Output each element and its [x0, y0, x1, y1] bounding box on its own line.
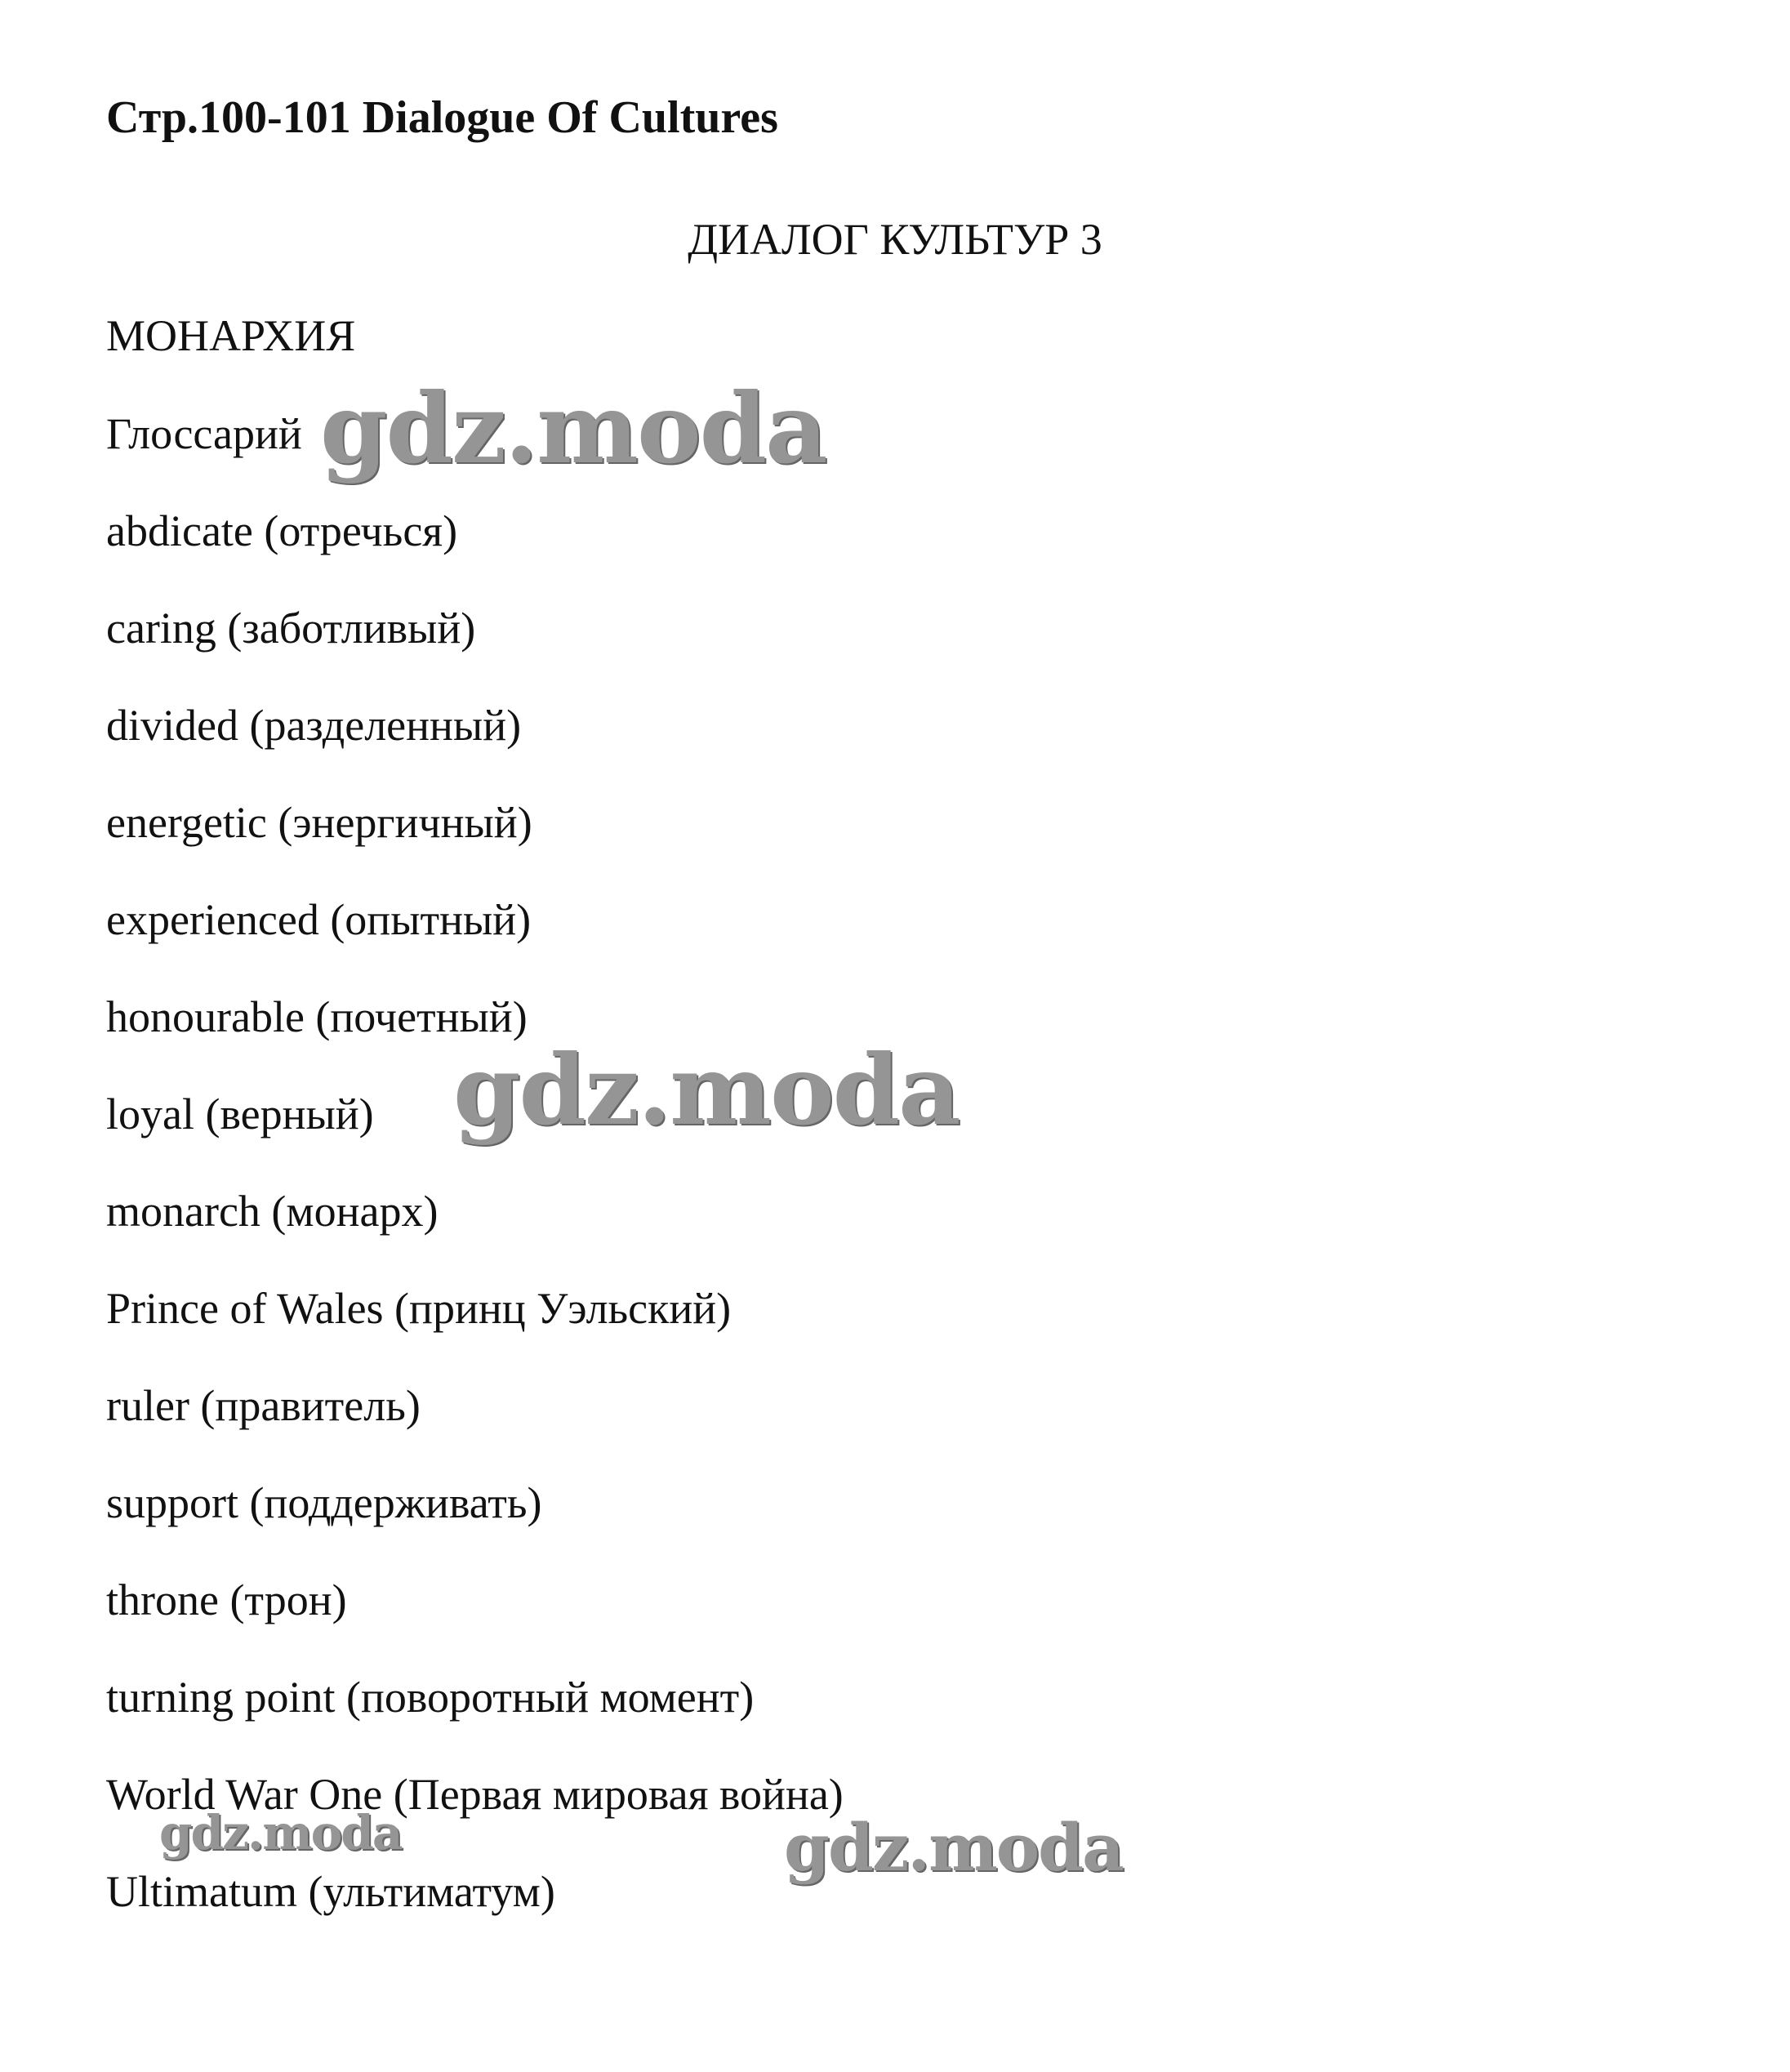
glossary-label: Глоссарий — [106, 409, 302, 458]
page-heading: Стр.100-101 Dialogue Of Cultures — [106, 92, 778, 143]
glossary-item-prince-of-wales: Prince of Wales (принц Уэльский) — [106, 1284, 732, 1333]
glossary-item-abdicate: abdicate (отречься) — [106, 506, 458, 555]
glossary-item-turning-point: turning point (поворотный момент) — [106, 1673, 755, 1722]
glossary-item-world-war-one: World War One (Первая мировая война) — [106, 1770, 844, 1819]
glossary-item-experienced: experienced (опытный) — [106, 895, 532, 944]
glossary-item-loyal: loyal (верный) — [106, 1089, 374, 1138]
watermark: gdz.moda — [320, 372, 826, 485]
glossary-list — [106, 506, 844, 1964]
watermark: gdz.moda — [784, 1809, 1123, 1886]
glossary-item-monarch: monarch (монарх) — [106, 1187, 439, 1236]
center-heading: ДИАЛОГ КУЛЬТУР 3 — [688, 215, 1102, 264]
glossary-item-divided: divided (разделенный) — [106, 701, 522, 750]
glossary-item-caring: caring (заботливый) — [106, 604, 476, 653]
glossary-item-honourable: honourable (почетный) — [106, 992, 528, 1041]
glossary-item-support: support (поддерживать) — [106, 1478, 542, 1527]
glossary-item-energetic: energetic (энергичный) — [106, 798, 532, 847]
section-title: МОНАРХИЯ — [106, 311, 356, 360]
watermark: gdz.moda — [159, 1805, 402, 1860]
glossary-item-ruler: ruler (правитель) — [106, 1381, 421, 1430]
glossary-item-throne: throne (трон) — [106, 1575, 347, 1624]
watermark: gdz.moda — [453, 1033, 960, 1147]
glossary-item-ultimatum: Ultimatum (ультиматум) — [106, 1867, 555, 1916]
